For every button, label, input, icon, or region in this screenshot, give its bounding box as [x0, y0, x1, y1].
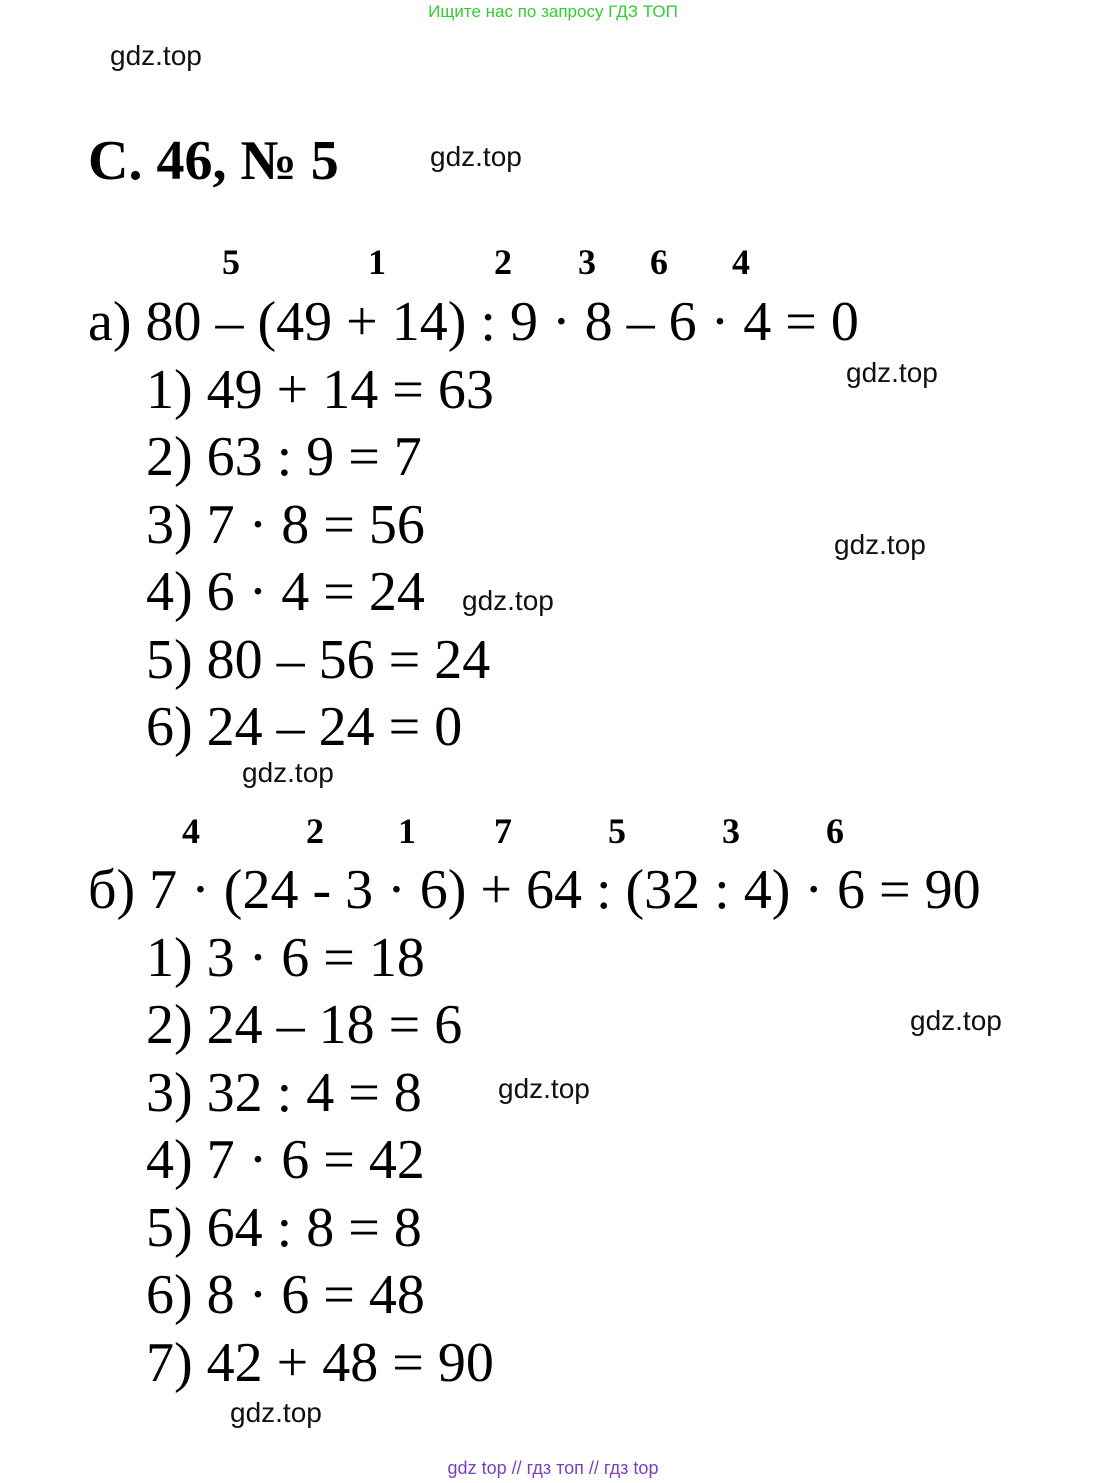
- watermark: gdz.top: [834, 529, 926, 560]
- step-a: 5) 80 – 56 = 24: [146, 629, 491, 691]
- step-a: 2) 63 : 9 = 7: [146, 426, 422, 488]
- watermark: gdz.top: [230, 1397, 322, 1428]
- order-mark: 1: [368, 242, 386, 282]
- watermark: gdz.top: [498, 1073, 590, 1104]
- watermark: gdz.top: [462, 585, 554, 616]
- watermark: gdz.top: [110, 40, 202, 71]
- top-banner: Ищите нас по запросу ГДЗ ТОП: [428, 2, 678, 21]
- step-b: 4) 7 · 6 = 42: [146, 1129, 425, 1191]
- step-a: 3) 7 · 8 = 56: [146, 494, 425, 556]
- order-mark: 3: [578, 242, 596, 282]
- order-mark: 4: [182, 811, 200, 851]
- order-mark: 6: [826, 811, 844, 851]
- step-a: 4) 6 · 4 = 24: [146, 561, 425, 623]
- order-mark: 1: [398, 811, 416, 851]
- watermark: gdz.top: [242, 757, 334, 788]
- step-a: 1) 49 + 14 = 63: [146, 359, 494, 421]
- expression-b: б) 7 · (24 - 3 · 6) + 64 : (32 : 4) · 6 = 90: [88, 859, 981, 921]
- watermark: gdz.top: [846, 357, 938, 388]
- watermark: gdz.top: [910, 1005, 1002, 1036]
- order-mark: 2: [306, 811, 324, 851]
- expression-a: а) 80 – (49 + 14) : 9 · 8 – 6 · 4 = 0: [88, 291, 859, 353]
- order-mark: 2: [494, 242, 512, 282]
- step-b: 1) 3 · 6 = 18: [146, 927, 425, 989]
- order-mark: 3: [722, 811, 740, 851]
- order-mark: 4: [732, 242, 750, 282]
- step-b: 5) 64 : 8 = 8: [146, 1197, 422, 1259]
- step-b: 7) 42 + 48 = 90: [146, 1332, 494, 1394]
- page-title: С. 46, № 5: [88, 130, 339, 192]
- order-mark: 7: [494, 811, 512, 851]
- step-b: 6) 8 · 6 = 48: [146, 1264, 425, 1326]
- step-a: 6) 24 – 24 = 0: [146, 696, 463, 758]
- step-b: 3) 32 : 4 = 8: [146, 1062, 422, 1124]
- step-b: 2) 24 – 18 = 6: [146, 994, 463, 1056]
- order-mark: 5: [608, 811, 626, 851]
- order-mark: 5: [222, 242, 240, 282]
- order-mark: 6: [650, 242, 668, 282]
- footer-links: gdz top // гдз топ // гдз top: [447, 1458, 659, 1478]
- watermark: gdz.top: [430, 141, 522, 172]
